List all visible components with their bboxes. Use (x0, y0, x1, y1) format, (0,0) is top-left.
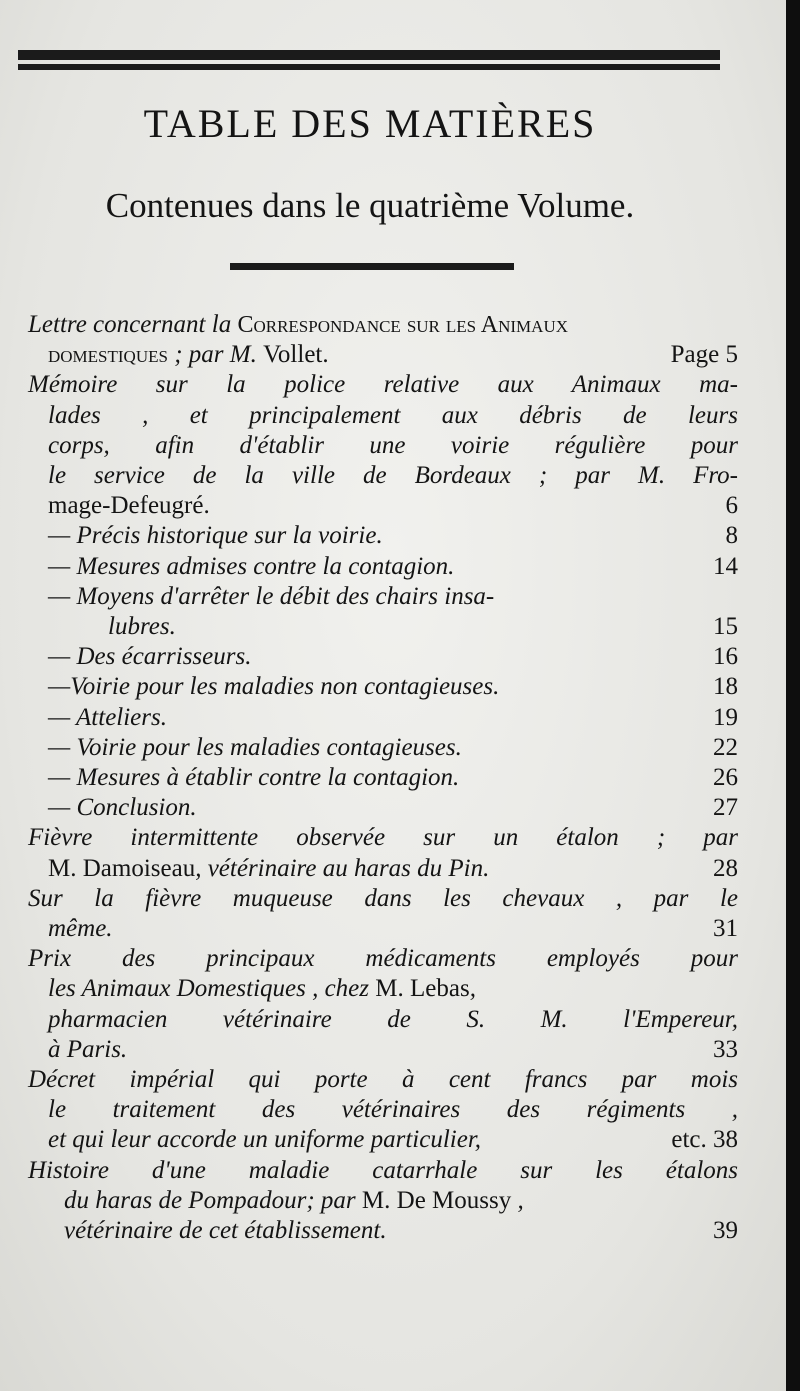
subentry-text: — Moyens d'arrêter le débit des chairs insa- (48, 582, 495, 610)
entry-line: Mémoire sur la police relative aux Animaux ma- (28, 371, 738, 399)
toc-entry-fievre-muqueuse (28, 884, 738, 944)
subentry-text: — Conclusion. (48, 794, 197, 822)
subentry-text: — Mesures à établir contre la contagion. (48, 764, 460, 792)
toc-entry-memoire (28, 370, 738, 521)
title-separator-rule (230, 263, 514, 270)
top-double-rule-lower (18, 64, 720, 70)
entry-line: Sur la fièvre muqueuse dans les chevaux , par le (28, 884, 738, 912)
page-number: etc. 38 (671, 1126, 738, 1154)
page-number: 22 (713, 733, 738, 761)
entry-line: Histoire d'une maladie catarrhale sur les étalons (28, 1156, 738, 1184)
entry-text: , vétérinaire au haras du Pin. (195, 854, 490, 882)
entry-line: lades , et principalement aux débris de leurs (48, 401, 738, 429)
page-number: 19 (713, 703, 738, 731)
author-name: Vollet. (263, 341, 329, 369)
entry-text: , (469, 975, 476, 1003)
page-title: TABLE DES MATIÈRES (143, 101, 597, 146)
page-number: 16 (713, 643, 738, 671)
table-of-contents (28, 310, 738, 1246)
entry-text: Lettre concernant la (28, 311, 238, 338)
entry-text: vétérinaire de cet établissement. (64, 1217, 387, 1245)
page-subtitle: Contenues dans le quatrième Volume. (105, 186, 635, 225)
subentry-text: — Mesures admises contre la contagion. (48, 552, 455, 580)
toc-entry-prix (28, 944, 738, 1065)
entry-smallcaps: Correspondance sur les Animaux (237, 312, 569, 338)
page-number: 15 (713, 613, 738, 641)
subentry-text: — Atteliers. (48, 703, 167, 731)
entry-text: à Paris. (48, 1035, 128, 1063)
page-number: 33 (713, 1035, 738, 1063)
page-number: 28 (713, 854, 738, 882)
entry-text: même. (48, 915, 113, 943)
author-name: mage-Defeugré. (48, 492, 210, 520)
author-name: M. De Moussy (361, 1186, 512, 1214)
entry-line: corps, afin d'établir une voirie régulière pour (48, 431, 738, 459)
author-name: M. Damoiseau (48, 854, 196, 882)
page-number: 31 (713, 915, 738, 943)
subentry-text: — Voirie pour les maladies contagieuses. (48, 733, 462, 761)
entry-text: les Animaux Domestiques , chez (48, 975, 376, 1003)
toc-entry-histoire (28, 1156, 738, 1247)
page-number: Page 5 (670, 341, 738, 369)
top-double-rule (18, 50, 720, 60)
entry-line: Décret impérial qui porte à cent francs par mois (28, 1066, 738, 1094)
page-number: 18 (713, 673, 738, 701)
page-number: 14 (713, 552, 738, 580)
page-number: 39 (713, 1217, 738, 1245)
entry-line: le service de la ville de Bordeaux ; par M. Fro- (48, 462, 738, 490)
subentry-text: —Voirie pour les maladies non contagieuses. (48, 673, 500, 701)
toc-entry-lettre (28, 310, 738, 370)
entry-smallcaps: domestiques (48, 342, 168, 369)
toc-entry-fievre-intermittente (28, 823, 738, 883)
subentry-text: — Précis historique sur la voirie. (48, 522, 383, 550)
entry-text: et qui leur accorde un uniforme particulier, (48, 1126, 482, 1154)
entry-line: Prix des principaux médicaments employés pour (28, 945, 738, 973)
entry-line: Fièvre intermittente observée sur un étalon ; par (28, 824, 738, 852)
toc-subentries (28, 521, 738, 823)
entry-text: du haras de Pompadour; par (64, 1186, 362, 1214)
page-number: 27 (713, 794, 738, 822)
entry-text: ; par M. (167, 341, 264, 369)
entry-line: le traitement des vétérinaires des régiments , (48, 1096, 738, 1124)
entry-line: pharmacien vétérinaire de S. M. l'Empereur, (48, 1005, 738, 1033)
subentry-text: lubres. (108, 613, 176, 641)
subentry-text: — Des écarrisseurs. (48, 643, 252, 671)
toc-entry-decret (28, 1065, 738, 1156)
page-number: 8 (725, 522, 738, 550)
page-number: 26 (713, 764, 738, 792)
author-name: M. Lebas (375, 975, 470, 1003)
entry-text: , (511, 1186, 524, 1214)
page-number: 6 (725, 492, 738, 520)
